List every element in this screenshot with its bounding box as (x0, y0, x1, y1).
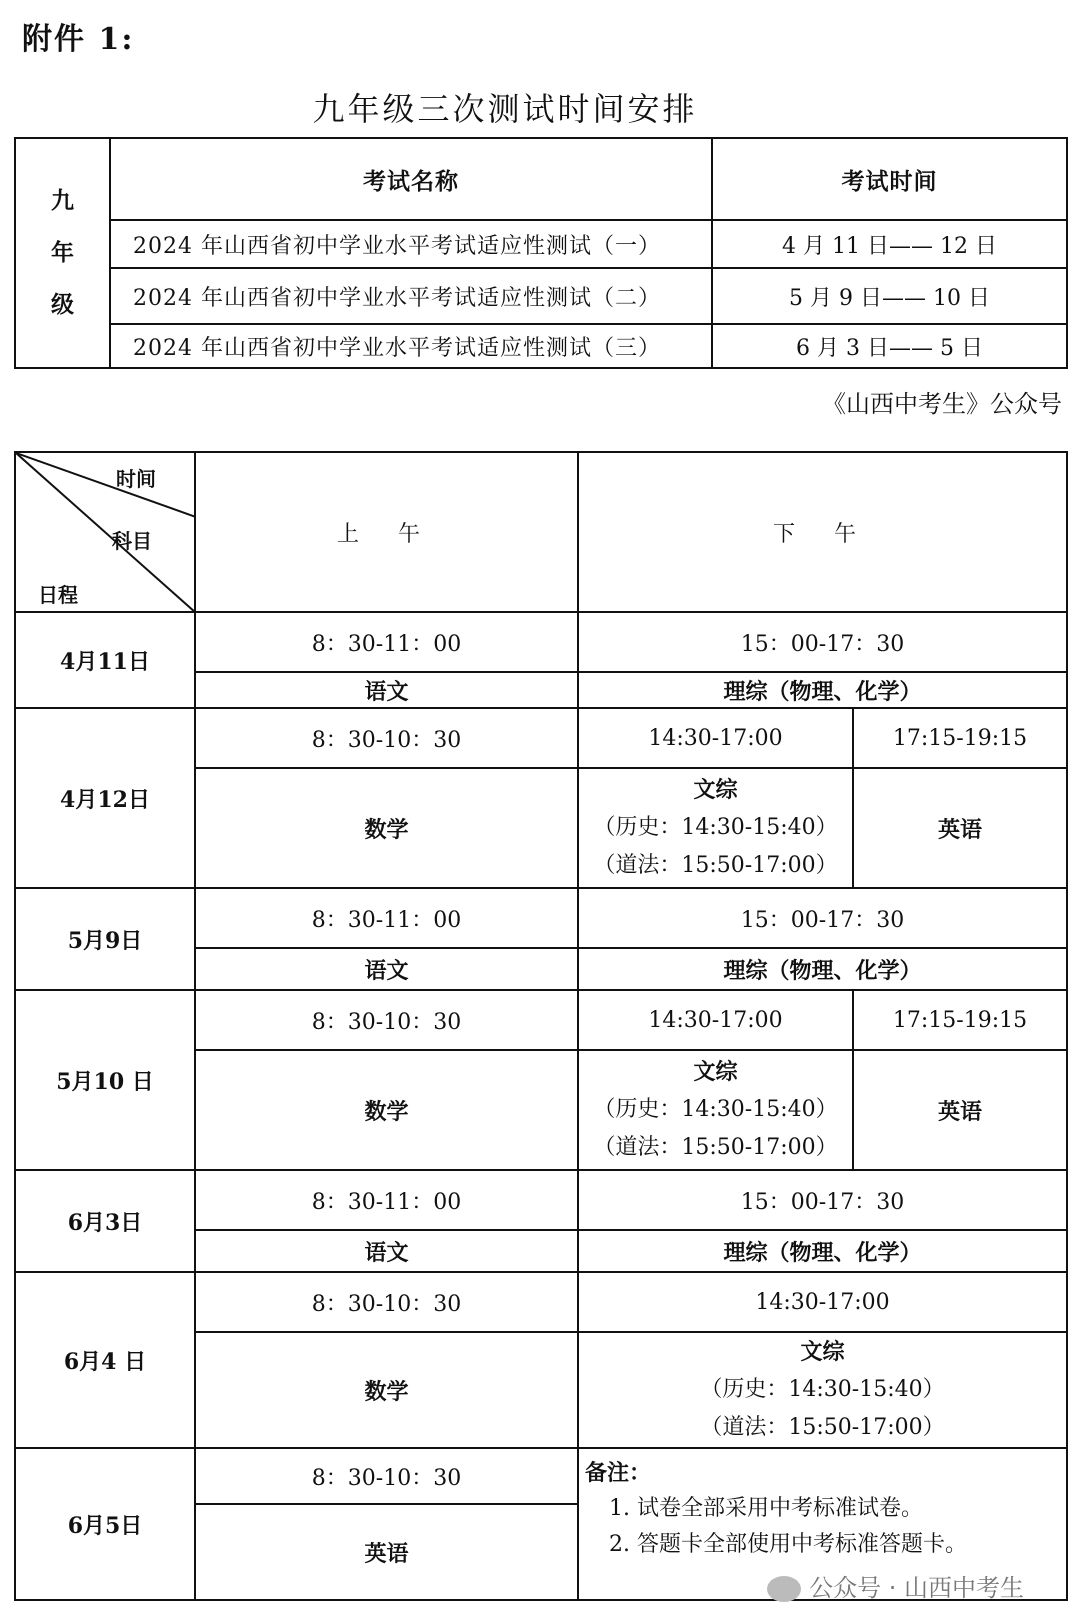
test-schedule-table (14, 137, 1068, 369)
morning-time: 8：30-11：00 (195, 1170, 578, 1230)
date-cell: 6月5日 (15, 1448, 195, 1600)
morning-subject: 语文 (195, 672, 578, 708)
wechat-icon (767, 1576, 801, 1602)
afternoon-time: 14:30-17:00 (578, 1272, 1067, 1332)
date-cell: 5月10 日 (15, 990, 195, 1170)
evening-subject: 英语 (853, 1050, 1067, 1170)
morning-time: 8：30-10：30 (195, 708, 578, 768)
header-exam-time: 考试时间 (712, 138, 1067, 220)
diagonal-header-cell (15, 452, 195, 612)
corner-subject-label: 科目 (112, 529, 152, 553)
exam-time: 6 月 3 日—— 5 日 (712, 324, 1067, 368)
exam-name: 2024 年山西省初中学业水平考试适应性测试（三） (110, 324, 712, 368)
morning-subject: 数学 (195, 1050, 578, 1170)
afternoon-time: 15：00-17：30 (578, 1170, 1067, 1230)
evening-subject: 英语 (853, 768, 1067, 888)
evening-time: 17:15-19:15 (853, 990, 1067, 1050)
watermark (767, 1568, 1024, 1603)
exam-time: 5 月 9 日—— 10 日 (712, 268, 1067, 324)
afternoon-subject-block (578, 768, 853, 888)
note-line: 2. 答题卡全部使用中考标准答题卡。 (609, 1532, 967, 1557)
morning-time: 8：30-10：30 (195, 990, 578, 1050)
daily-schedule-table (14, 451, 1068, 1601)
header-exam-name: 考试名称 (110, 138, 712, 220)
morning-time: 8：30-10：30 (195, 1448, 578, 1504)
history-time: （历史：14:30-15:40） (593, 1097, 838, 1122)
exam-name: 2024 年山西省初中学业水平考试适应性测试（二） (110, 268, 712, 324)
date-cell: 4月12日 (15, 708, 195, 888)
civics-time: （道法：15:50-17:00） (700, 1415, 945, 1440)
watermark-text: 公众号 · 山西中考生 (809, 1574, 1024, 1602)
morning-time: 8：30-10：30 (195, 1272, 578, 1332)
corner-time-label: 时间 (116, 467, 156, 491)
civics-time: （道法：15:50-17:00） (593, 1135, 838, 1160)
afternoon-subject: 文综 (693, 1059, 738, 1085)
exam-name: 2024 年山西省初中学业水平考试适应性测试（一） (110, 220, 712, 268)
attachment-label: 附件 1: (22, 22, 135, 57)
history-time: （历史：14:30-15:40） (700, 1377, 945, 1402)
date-cell: 6月4 日 (15, 1272, 195, 1448)
civics-time: （道法：15:50-17:00） (593, 853, 838, 878)
afternoon-time: 15：00-17：30 (578, 612, 1067, 672)
source-label: 《山西中考生》公众号 (822, 390, 1062, 418)
date-cell: 5月9日 (15, 888, 195, 990)
notes-title: 备注： (585, 1460, 652, 1486)
afternoon-subject: 理综（物理、化学） (578, 1230, 1067, 1272)
morning-subject: 语文 (195, 948, 578, 990)
history-time: （历史：14:30-15:40） (593, 815, 838, 840)
morning-subject: 英语 (195, 1504, 578, 1600)
grade-char: 九 (51, 187, 74, 214)
afternoon-subject: 文综 (693, 777, 738, 803)
exam-time: 4 月 11 日—— 12 日 (712, 220, 1067, 268)
morning-subject: 语文 (195, 1230, 578, 1272)
note-line: 1. 试卷全部采用中考标准试卷。 (609, 1496, 923, 1521)
morning-time: 8：30-11：00 (195, 612, 578, 672)
afternoon-time: 15：00-17：30 (578, 888, 1067, 948)
date-cell: 4月11日 (15, 612, 195, 708)
header-morning: 上 午 (195, 452, 578, 612)
evening-time: 17:15-19:15 (853, 708, 1067, 768)
afternoon-subject: 文综 (800, 1339, 845, 1365)
afternoon-subject-block (578, 1332, 1067, 1448)
afternoon-time: 14:30-17:00 (578, 708, 853, 768)
afternoon-time: 14:30-17:00 (578, 990, 853, 1050)
afternoon-subject: 理综（物理、化学） (578, 948, 1067, 990)
header-afternoon: 下 午 (578, 452, 1067, 612)
grade-cell (15, 138, 110, 368)
afternoon-subject-block (578, 1050, 853, 1170)
morning-subject: 数学 (195, 768, 578, 888)
morning-time: 8：30-11：00 (195, 888, 578, 948)
grade-char: 级 (51, 291, 74, 318)
date-cell: 6月3日 (15, 1170, 195, 1272)
page-title: 九年级三次测试时间安排 (312, 90, 698, 128)
morning-subject: 数学 (195, 1332, 578, 1448)
afternoon-subject: 理综（物理、化学） (578, 672, 1067, 708)
corner-schedule-label: 日程 (38, 583, 78, 607)
grade-char: 年 (51, 239, 74, 266)
